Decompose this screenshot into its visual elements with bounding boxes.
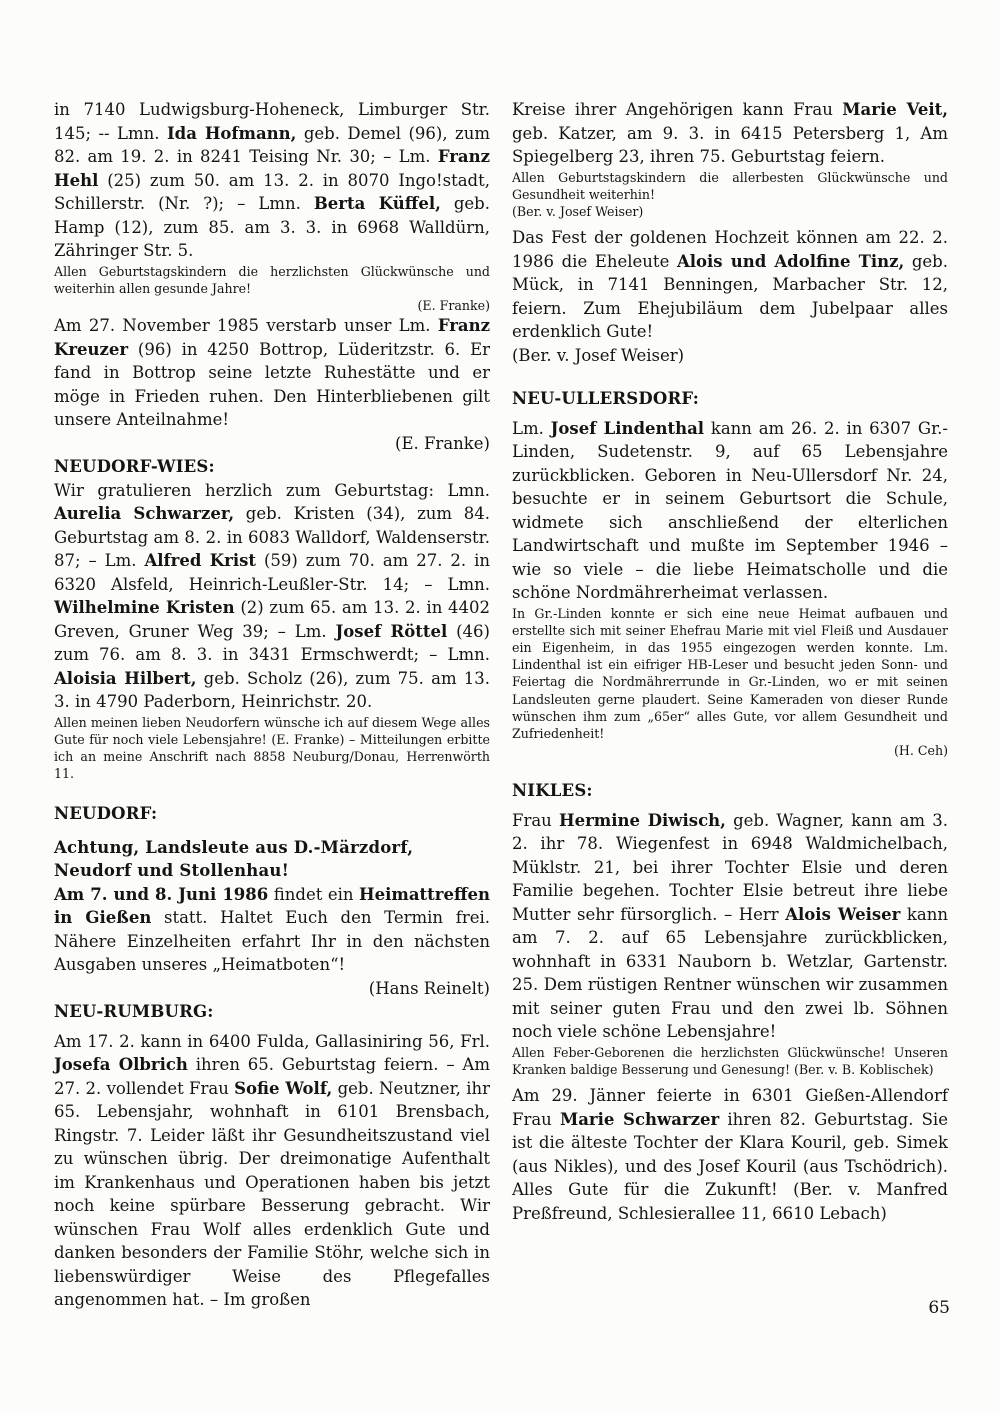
bold-name: Alois Weiser xyxy=(785,904,901,924)
bold-name: Heimattreffen in Gießen xyxy=(54,884,491,928)
bold-name: Sofie Wolf, xyxy=(234,1078,333,1098)
author-signature: (E. Franke) xyxy=(395,433,490,453)
bold-name: Franz Kreuzer xyxy=(54,316,490,359)
article-paragraph: Frau Hermine Diwisch, geb. Wagner, kann am 3. 2. ihr 78. Wiegenfest in 6948 Waldmichelbach, Müklstr. 21, bei ihrer Tochter Elsie und deren Familie begehen. Tochter Elsie betreut ihre liebe Mutter sehr fürsorglich. – Herr Alois Weiser kann am 7. 2. auf 65 Lebensjahre zurückblicken, wohnhaft in 6331 Nauborn b. Wetzlar, Gartenstr. 25. Dem rüstigen Rentner wünschen wir zusammen mit seiner guten Frau und den zwei lb. Söhnen noch viele schöne Lebensjahre! xyxy=(512,810,949,1042)
article-paragraph: in 7140 Ludwigsburg-Hoheneck, Limburger Str. 145; -- Lmn. Ida Hofmann, geb. Demel (96), zum 82. am 19. 2. in 8241 Teising Nr. 30; – Lm. Franz Hehl (25) zum 50. am 13. 2. in 8070 Ingo!stadt, Schillerstr. (Nr. ?); – Lmn. Berta Küffel, geb. Hamp (12), zum 85. am 3. 3. in 6968 Walldürn, Zähringer Str. 5. xyxy=(54,100,490,260)
bold-name: Wilhelmine Kristen xyxy=(54,598,235,618)
bold-name: Marie Veit, xyxy=(842,100,949,119)
article-paragraph: Am 17. 2. kann in 6400 Fulda, Gallasiniring 56, Frl. Josefa Olbrich ihren 65. Geburtstag feiern. – Am 27. 2. vollendet Frau Sofie Wolf, geb. Neutzner, ihr 65. Lebensjahr, wohnhaft in 6101 Brensbach, Ringstr. 7. Leider läßt ihr Gesundheitszustand viel zu wünschen übrig. Der dreimonatige Aufenthalt im Krankenhaus und Operationen haben bis jetzt noch keine spürbare Besserung gebracht. Wir wünschen Frau Wolf alles erdenklich Gute und danken besonders der Familie Stöhr, welche sich in liebenswürdiger Weise des Pflegefalles angenommen hat. – Im großen xyxy=(54,1031,490,1310)
article-paragraph: Lm. Josef Lindenthal kann am 26. 2. in 6307 Gr.-Linden, Sudetenstr. 9, auf 65 Lebensjahre zurückblicken. Geboren in Neu-Ullersdorf Nr. 24, besuchte er in seinem Geburtsort die Schule, widmete sich anschließend der elterlichen Landwirtschaft und mußte im September 1946 – wie so viele – die liebe Heimatscholle und die schöne Nordmährerheimat verlassen. xyxy=(512,418,949,603)
bold-name: Aloisia Hilbert, xyxy=(54,668,197,688)
article-paragraph: Kreise ihrer Angehörigen kann Frau Marie Veit, geb. Katzer, am 9. 3. in 6415 Petersberg 1, Am Spiegelberg 23, ihren 75. Geburtstag feiern. xyxy=(512,100,949,166)
section-heading-neu-ullersdorf: NEU-ULLERSDORF: xyxy=(512,389,700,409)
left-column xyxy=(54,98,490,1312)
section-heading-neu-rumburg: NEU-RUMBURG: xyxy=(54,1002,214,1022)
bold-name: Berta Küffel, xyxy=(313,194,441,213)
author-signature: (E. Franke) xyxy=(417,297,490,313)
article-paragraph: Wir gratulieren herzlich zum Geburtstag: Lmn. Aurelia Schwarzer, geb. Kristen (34), zum 84. Geburtstag am 8. 2. in 6083 Walldorf, Waldenserstr. 87; – Lm. Alfred Krist (59) zum 70. am 27. 2. in 6320 Alsfeld, Heinrich-Leußler-Str. 14; – Lmn. Wilhelmine Kristen (2) zum 65. am 13. 2. in 4402 Greven, Gruner Weg 39; – Lm. Josef Röttel (46) zum 76. am 8. 3. in 3431 Ermschwerdt; – Lmn. Aloisia Hilbert, geb. Scholz (26), zum 75. am 13. 3. in 4790 Paderborn, Heinrichstr. 20. xyxy=(54,480,491,712)
article-paragraph: Am 29. Jänner feierte in 6301 Gießen-Allendorf Frau Marie Schwarzer ihren 82. Geburtstag. Sie ist die älteste Tochter der Klara Kouril, geb. Simek (aus Nikles), und des Josef Kouril (aus Tschödrich). Alles Gute für die Zukunft! (Ber. v. Manfred Preßfreund, Schlesierallee 11, 6610 Lebach) xyxy=(512,1086,948,1223)
bold-name: Josefa Olbrich xyxy=(54,1055,188,1075)
bold-name: Hermine Diwisch, xyxy=(559,810,726,830)
bold-name: Alois und Adolfine Tinz, xyxy=(676,251,905,271)
bold-name: Am 7. und 8. Juni 1986 xyxy=(54,884,269,904)
greeting-note: Allen meinen lieben Neudorfern wünsche ich auf diesem Wege alles Gute für noch viele Lebensjahre! (E. Franke) – Mitteilungen erbitte ich an meine Anschrift nach 8858 Neuburg/Donau, Herrenwörth 11. xyxy=(54,714,490,782)
author-signature: (Ber. v. Josef Weiser) xyxy=(512,345,685,365)
bold-name: Franz Hehl xyxy=(54,147,490,190)
greeting-note: Allen Feber-Geborenen die herzlichsten Glückwünsche! Unseren Kranken baldige Besserung und Genesung! (Ber. v. B. Koblischek) xyxy=(512,1044,948,1078)
bold-name: Josef Röttel xyxy=(335,621,448,641)
section-heading-neudorf: NEUDORF: xyxy=(54,804,158,824)
section-heading-nikles: NIKLES: xyxy=(512,781,593,801)
author-signature: (Hans Reinelt) xyxy=(368,978,490,998)
bold-name: Marie Schwarzer xyxy=(559,1109,720,1129)
bold-name: Ida Hofmann, xyxy=(166,123,297,143)
article-paragraph: Das Fest der goldenen Hochzeit können am 22. 2. 1986 die Eheleute Alois und Adolfine Tinz, geb. Mück, in 7141 Benningen, Marbacher Str. 12, feiern. Zum Ehejubiläum dem Jubelpaar alles erdenklich Gute! xyxy=(512,228,948,342)
bold-name: Alfred Krist xyxy=(144,551,257,571)
section-heading-neudorf-wies: NEUDORF-WIES: xyxy=(54,457,215,477)
notice-title: Achtung, Landsleute aus D.-Märzdorf, Neudorf und Stollenhau! xyxy=(54,837,414,881)
author-signature: (Ber. v. Josef Weiser) xyxy=(512,203,644,219)
page-number: 65 xyxy=(928,1298,950,1318)
bold-name: Josef Lindenthal xyxy=(550,418,705,438)
author-signature: (H. Ceh) xyxy=(893,743,948,759)
obituary-paragraph: Am 27. November 1985 verstarb unser Lm. Franz Kreuzer (96) in 4250 Bottrop, Lüderitzstr. 6. Er fand in Bottrop seine letzte Ruhestätte und er möge in Frieden ruhen. Den Hinterbliebenen gilt unsere Anteilnahme! xyxy=(54,316,490,430)
greeting-note: Allen Geburtstagskindern die allerbesten Glückwünsche und Gesundheit weiterhin! xyxy=(512,169,948,202)
right-column xyxy=(512,98,948,1225)
bold-name: Aurelia Schwarzer, xyxy=(54,504,235,524)
greeting-note: Allen Geburtstagskindern die herzlichsten Glückwünsche und weiterhin allen gesunde Jahre! xyxy=(54,263,490,296)
notice-paragraph: Am 7. und 8. Juni 1986 findet ein Heimattreffen in Gießen statt. Haltet Euch den Termin frei. Nähere Einzelheiten erfahrt Ihr in den nächsten Ausgaben unseres „Heimatboten“! xyxy=(54,884,491,975)
greeting-note: In Gr.-Linden konnte er sich eine neue Heimat aufbauen und erstellte sich mit seiner Ehefrau Marie mit viel Fleiß und Ausdauer ein Eigenheim, in das 1955 eingezogen werden konnte. Lm. Lindenthal ist ein eifriger HB-Leser und besucht jeden Sonn- und Feiertag die Nordmährerrunde in Gr.-Linden, wo er mit seinen Landsleuten gerne plaudert. Seine Kameraden von dieser Runde wünschen ihm zum „65er“ alles Gute, vor allem Gesundheit und Zufriedenheit! xyxy=(512,605,948,742)
